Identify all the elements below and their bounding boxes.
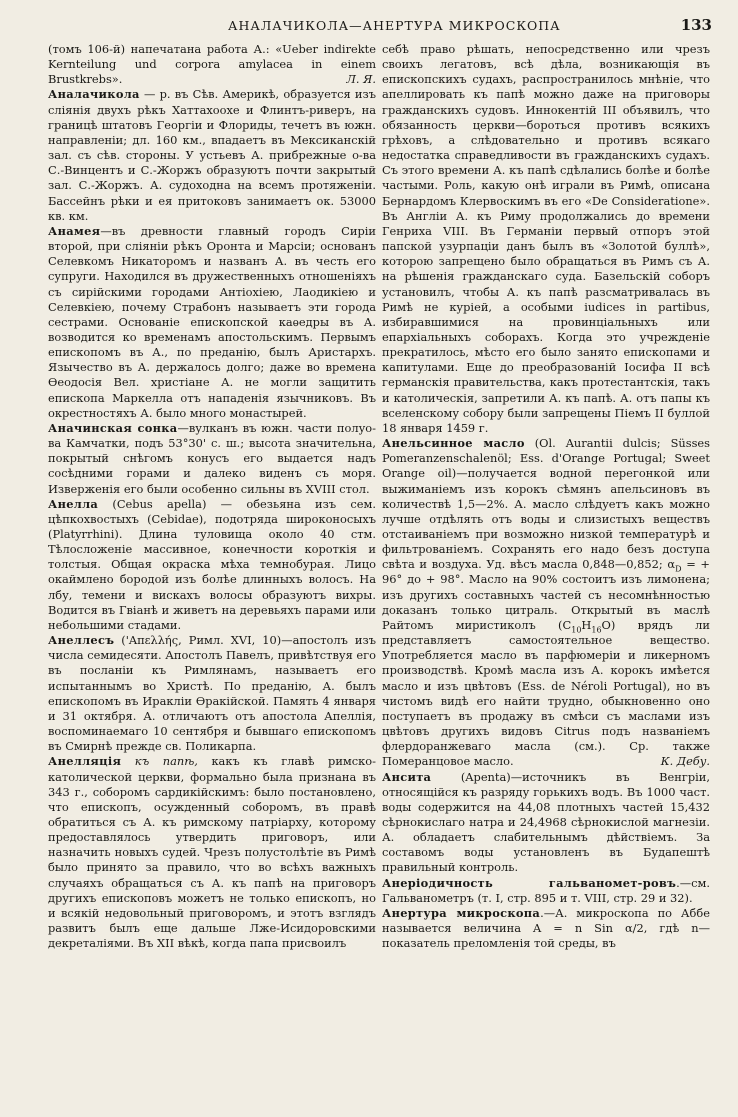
headword: Анелла xyxy=(48,496,99,511)
author-signature: Л. Я. xyxy=(346,72,376,87)
subscript: 10 xyxy=(571,625,582,635)
entry-apalachicola xyxy=(48,87,376,223)
headword: Анельсинное масло xyxy=(382,436,525,451)
entry-text: .—А. микроскопа по Аббе называется величина A = n Sin α/2, гдѣ n—показатель преломленiя той среды, въ xyxy=(382,905,710,951)
entry-text: —въ древности главный городъ Сирiи второй, при слiянiи рѣкъ Оронта и Марсiи; основанъ Селевкомъ Никаторомъ и названъ А. въ честь его супруги. Находился въ дружественныхъ отношенiяхъ съ сирiйскими городами Антiохiею, Лаодикiею и Селевкiею, почему Страбонъ называетъ эти города сестрами. Основанiе епископской каѳедры въ А. возводится ко временамъ апостольскимъ. Первымъ епископомъ въ А., по преданiю, былъ Аристархъ. Язычество въ А. держалось долго; даже во времена Ѳеодосiя Вел. христiане А. не могли защитить епископа Маркелла отъ нападенiя язычниковъ. Въ окрестностяхъ А. было много монастырей. xyxy=(48,223,376,420)
subscript: 16 xyxy=(591,625,602,635)
entry-text: — р. въ Сѣв. Америкѣ, образуется изъ слiянiя двухъ рѣкъ Хаттахоохе и Флинтъ-риверъ, на границѣ штатовъ Георгiи и Флориды, течетъ въ южн. направленiи; дл. 160 км., впадаетъ въ Мексиканскiй зал. съ сѣв. стороны. У устьевъ А. прибрежные о-ва С.-Винцентъ и С.-Жоржъ образуютъ почти закрытый зал. С.-Жоржъ. А. судоходна на всемъ протяженiи. Бассейнъ рѣки и ея притоковъ занимаетъ ок. 53000 кв. км. xyxy=(48,87,376,223)
entry-text: —вулканъ въ южн. части полуо-ва Камчатки, подъ 53°30' с. ш.; высота значительна, покрытый снѣгомъ конусъ его выдается надъ сосѣдними горами и далеко виденъ съ моря. Изверженiя его были особенно сильны въ XVIII стол. xyxy=(48,420,376,496)
entry-text: O) врядъ ли представляетъ самостоятельное вещество. Употребляется масло въ парфюмерiи и ликерномъ производствѣ. Кромѣ масла изъ А. корокъ имѣется масло и изъ цвѣтовъ (Ess. de Néroli Portugal), но въ чистомъ видѣ его найти трудно, обыкновенно оно поступаетъ въ продажу въ смѣси съ маслами изъ цвѣтовъ другихъ видовъ Citrus подъ названiемъ флердоранжеваго масла (см.). Ср. также Померанцовое масло. xyxy=(382,617,710,769)
left-column xyxy=(48,42,376,1102)
entry-continuation xyxy=(48,42,376,87)
running-head: АНАЛАЧИКОЛА—АНЕРТУРА МИКРОСКОПА xyxy=(228,18,561,33)
page-header xyxy=(46,18,712,40)
entry-apachinskaya-sopka xyxy=(48,421,376,497)
headword: Анертура микроскопа xyxy=(382,905,541,920)
right-column xyxy=(382,42,710,1102)
headword: Анамея xyxy=(48,223,101,238)
headword: Анелляцiя xyxy=(48,754,122,769)
entry-microscope-aperture xyxy=(382,906,710,951)
entry-text: (Ol. Aurantii dulcis; Süsses Pomeranzenschalenöl; Ess. d'Orange Portugal; Sweet Orange oil)—получается водной перегонкой или выжиманiемъ изъ корокъ сѣмянъ апельсиновъ въ количествѣ 1,5—2%. А. масло слѣдуетъ какъ можно лучше отдѣлять отъ воды и слизистыхъ веществъ отстаиванiемъ при возможно низкой температурѣ и фильтрованiемъ. Сохранять его надо безъ доступа свѣта и воздуха. Уд. вѣсъ масла 0,848—0,852; α xyxy=(382,436,710,572)
entry-text: (Apenta)—источникъ въ Венгрiи, относящiйся къ разряду горькихъ водъ. Въ 1000 част. воды содержится на 44,08 плотныхъ частей 15,432 сѣрнокислаго натра и 24,4968 сѣрнокислой магнезiи. А. обладаетъ слабительнымъ дѣйствiемъ. За составомъ воды установленъ въ Будапештѣ правильный контроль. xyxy=(382,769,710,875)
entry-italic: къ папѣ, xyxy=(134,754,198,769)
entry-text: = + 96° до + 98°. Масло на 90% состоитъ изъ лимонена; изъ другихъ составныхъ частей съ несомнѣнностью доказанъ только цитраль. Открытый въ маслѣ Райтомъ миристиколъ (C xyxy=(382,557,710,632)
entry-apelles xyxy=(48,633,376,754)
entry-appellation xyxy=(48,754,376,951)
entry-apella xyxy=(48,497,376,633)
entry-apameia xyxy=(48,224,376,421)
page-number: 133 xyxy=(680,16,712,34)
entry-appellation-continued xyxy=(382,42,710,436)
headword: Аналачикола xyxy=(48,87,140,102)
entry-text: ('Απελλής, Римл. XVI, 10)—апостолъ изъ числа семидесяти. Апостолъ Павелъ, привѣтствуя его въ посланiи къ Римлянамъ, называетъ его испытаннымъ во Христѣ. По преданiю, А. былъ епископомъ въ Ираклiи Ѳракiйской. Память 4 января и 31 октября. А. отличаютъ отъ апостола Апеллiя, воспоминаемаго 10 сентября и бывшаго епископомъ въ Смирнѣ прежде св. Поликарпа. xyxy=(48,633,376,754)
subscript: D xyxy=(675,564,682,574)
entry-aperiodic-galvanometers xyxy=(382,876,710,906)
entry-apenta xyxy=(382,770,710,876)
entry-text: (томъ 106-й) напечатана работа А.: «Ueber indirekte Kernteilung und corpora amylacea in einem Brustkrebs». xyxy=(48,42,376,87)
entry-text: (Cebus apella) — обезьяна изъ сем. цѣпкохвостыхъ (Cebidae), подотряда широконосыхъ (Platyrrhini). Длина туловища около 40 стм. Тѣлосложенiе массивное, конечности короткiя и толстыя. Общая окраска мѣха темнобурая. Лицо окаймлено бородой изъ болѣе длинныхъ волосъ. На лбу, темени и вискахъ волосы образуютъ вихры. Водится въ Гвiанѣ и живетъ на деревьяхъ парами или небольшими стадами. xyxy=(48,496,376,632)
author-signature: К. Дебу. xyxy=(660,754,710,769)
headword: Анерiодичность гальваномет-ровъ xyxy=(382,875,677,890)
formula-text: H xyxy=(581,617,592,632)
entry-text: какъ къ главѣ римско-католической церкви, формально была признана въ 343 г., соборомъ сардикiйскимъ: было постановлено, что епископъ, осужденный соборомъ, въ правѣ обратиться съ А. къ римскому патрiарху, которому предоставлялось утвердить приговоръ, или назначить новыхъ судей. Чрезъ полустолѣтiе въ Римѣ было принято за правило, что во всѣхъ важныхъ случаяхъ обращаться съ А. къ папѣ на приговоръ другихъ епископовъ можетъ не только епископъ, но и всякiй недовольный приговоромъ, и этотъ взглядъ развитъ былъ еще дальше Лже-Исидоровскими декреталiями. Въ XII вѣкѣ, когда папа присвоилъ xyxy=(48,754,376,951)
entry-orange-oil xyxy=(382,436,710,769)
headword: Анеллесъ xyxy=(48,633,115,648)
entry-text: себѣ право рѣшать, непосредственно или чрезъ своихъ легатовъ, всѣ дѣла, возникающiя въ епископскихъ судахъ, распространилось мнѣнiе, что апеллировать къ папѣ можно даже на приговоры гражданскихъ судовъ. Иннокентiй III объявилъ, что обязанность церкви—бороться противъ всякихъ грѣховъ, а слѣдовательно и противъ всякаго недостатка справедливости въ гражданскихъ судахъ. Съ этого времени А. къ папѣ сдѣлались болѣе и болѣе частыми. Роль, какую онѣ играли въ Римѣ, описана Бернардомъ Клервоскимъ въ его «De Consideratione». Въ Англiи А. къ Риму продолжались до времени Генриха VIII. Въ Германiи первый отпоръ этой папской узурпацiи данъ былъ въ «Золотой буллѣ», которою запрещено было обращаться въ Римъ съ А. на рѣшенiя гражданскаго суда. Базельскiй соборъ установилъ, чтобы А. къ папѣ разсматривалась въ Римѣ не курiей, а особыми iudices in partibus, избиравшимися на провинцiальныхъ или епархiальныхъ соборахъ. Когда это учрежденiе прекратилось, мѣсто его было занято епископами и капитулами. Еще до преобразованiй Iосифа II всѣ германскiя правительства, какъ протестантскiя, такъ и католическiя, запретили А. къ папѣ. А. отъ папы къ вселенскому собору были запрещены Пiемъ II буллой 18 января 1459 г. xyxy=(382,42,710,435)
entry-text: .—см. Гальванометръ (т. I, стр. 895 и т. VIII, стр. 29 и 32). xyxy=(382,875,710,905)
headword: Аначинская сонка xyxy=(48,420,178,435)
headword: Ансита xyxy=(382,769,432,784)
